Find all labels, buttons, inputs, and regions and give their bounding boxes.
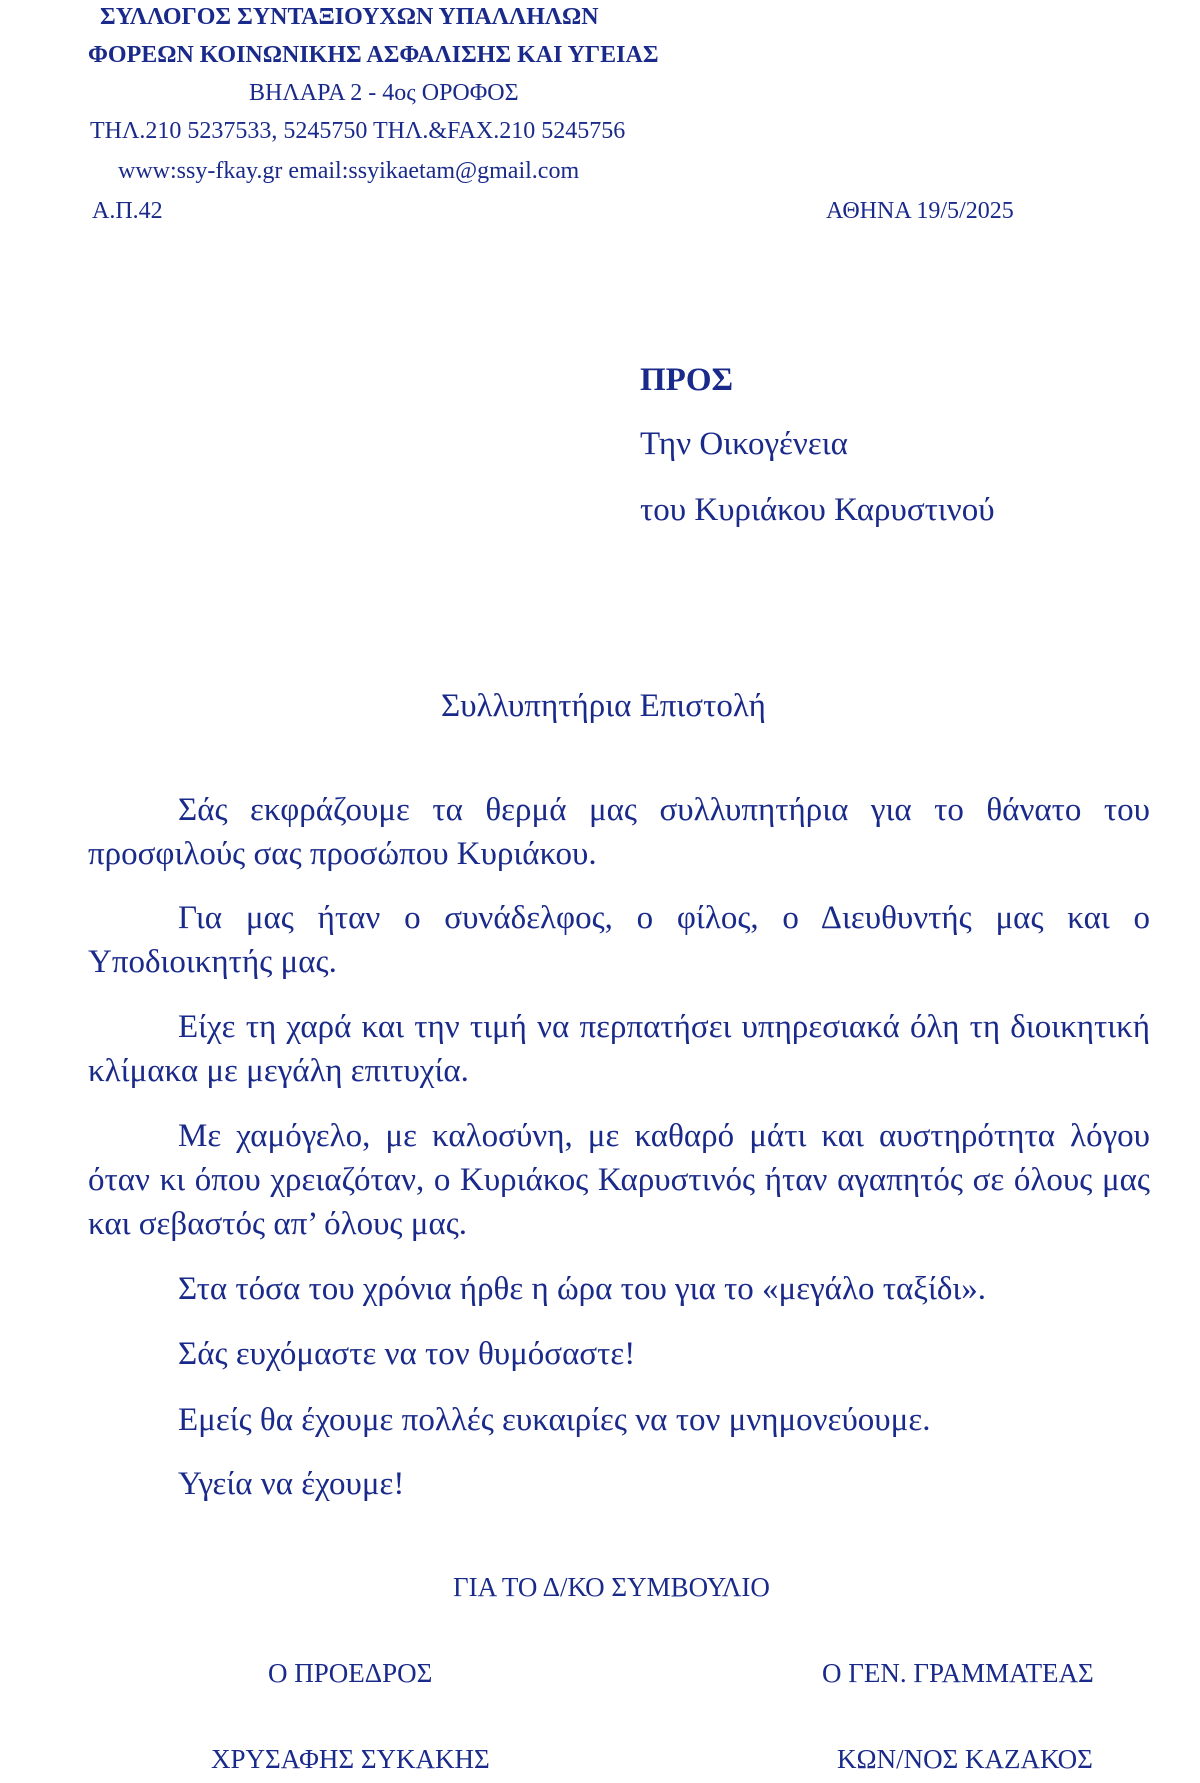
body-paragraph-7: Εμείς θα έχουμε πολλές ευκαιρίες να τον μνημονεύουμε. bbox=[178, 1402, 931, 1438]
letter-subject: Συλλυπητήρια Επιστολή bbox=[441, 688, 766, 724]
recipient-line2: του Κυριάκου Καρυστινού bbox=[640, 492, 995, 528]
body-paragraph-5: Στα τόσα του χρόνια ήρθε η ώρα του για το «μεγάλο ταξίδι». bbox=[178, 1271, 987, 1307]
org-name-line2: ΦΟΡΕΩΝ ΚΟΙΝΩΝΙΚΗΣ ΑΣΦΑΛΙΣΗΣ ΚΑΙ ΥΓΕΙΑΣ bbox=[88, 42, 659, 68]
recipient-line1: Την Οικογένεια bbox=[640, 426, 848, 462]
board-line: ΓΙΑ ΤΟ Δ/ΚΟ ΣΥΜΒΟΥΛΙΟ bbox=[453, 1572, 770, 1602]
body-paragraph-4: Με χαμόγελο, με καλοσύνη, με καθαρό μάτι και αυστηρότητα λόγου όταν κι όπου χρειαζόταν, ο Κυριάκος Καρυστινός ήταν αγαπητός σε όλους μας και σεβαστός απ’ όλους μας. bbox=[88, 1118, 1150, 1242]
secretary-name: ΚΩΝ/ΝΟΣ ΚΑΖΑΚΟΣ bbox=[837, 1744, 1093, 1774]
president-name: ΧΡΥΣΑΦΗΣ ΣΥΚΑΚΗΣ bbox=[211, 1744, 490, 1774]
body-paragraph-8: Υγεία να έχουμε! bbox=[178, 1466, 405, 1502]
body-paragraph-2: Για μας ήταν ο συνάδελφος, ο φίλος, ο Διευθυντής μας και ο Υποδιοικητής μας. bbox=[88, 900, 1150, 980]
president-title: Ο ΠΡΟΕΔΡΟΣ bbox=[268, 1658, 433, 1688]
body-paragraph-6: Σάς ευχόμαστε να τον θυμόσαστε! bbox=[178, 1336, 636, 1372]
org-web-email: www:ssy-fkay.gr email:ssyikaetam@gmail.com bbox=[118, 158, 580, 184]
org-phones: ΤΗΛ.210 5237533, 5245750 ΤΗΛ.&FAX.210 5245756 bbox=[90, 118, 626, 144]
body-paragraph-3: Είχε τη χαρά και την τιμή να περπατήσει υπηρεσιακά όλη τη διοικητική κλίμακα με μεγάλη επιτυχία. bbox=[88, 1009, 1150, 1089]
org-address: ΒΗΛΑΡΑ 2 - 4ος ΟΡΟΦΟΣ bbox=[249, 80, 519, 106]
place-date: ΑΘΗΝΑ 19/5/2025 bbox=[826, 198, 1014, 224]
org-name-line1: ΣΥΛΛΟΓΟΣ ΣΥΝΤΑΞΙΟΥΧΩΝ ΥΠΑΛΛΗΛΩΝ bbox=[100, 4, 599, 30]
recipient-label: ΠΡΟΣ bbox=[640, 362, 734, 398]
protocol-number: Α.Π.42 bbox=[92, 198, 163, 224]
secretary-title: Ο ΓΕΝ. ΓΡΑΜΜΑΤΕΑΣ bbox=[822, 1658, 1094, 1688]
body-paragraph-1: Σάς εκφράζουμε τα θερμά μας συλλυπητήρια για το θάνατο του προσφιλούς σας προσώπου Κυριάκου. bbox=[88, 792, 1150, 872]
